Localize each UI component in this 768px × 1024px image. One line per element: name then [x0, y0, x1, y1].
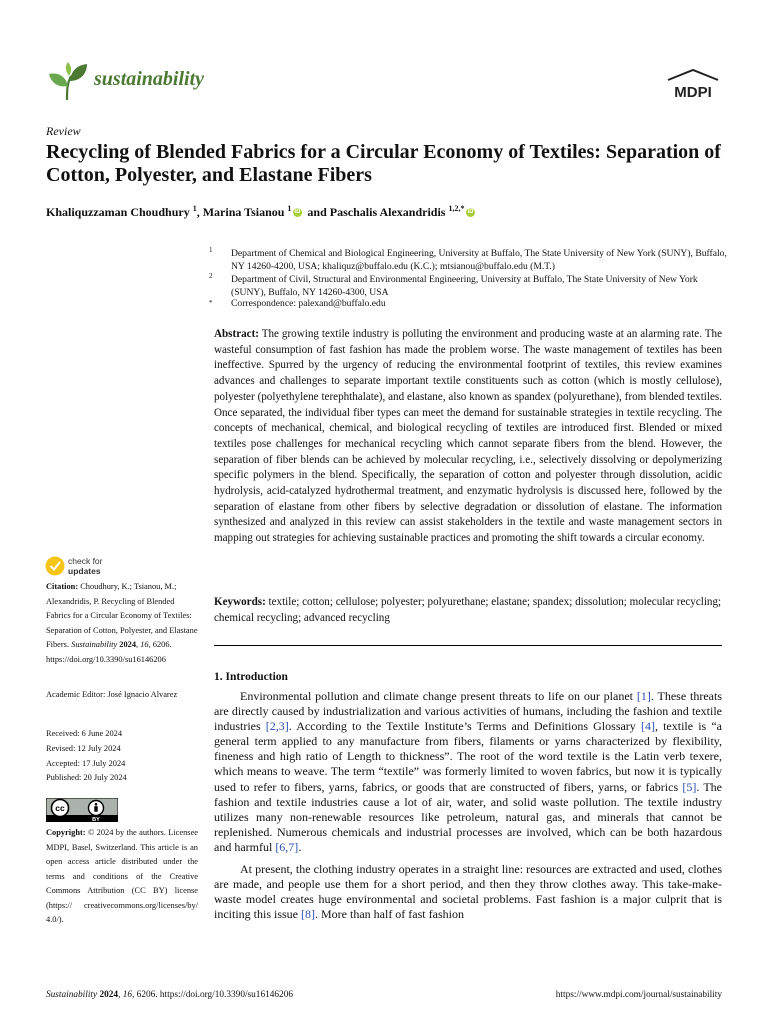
keywords: [214, 595, 722, 626]
author-affiliation-mark: 1,2,*: [448, 204, 465, 213]
footer-journal-url[interactable]: https://www.mdpi.com/journal/sustainability: [555, 990, 722, 1000]
check-updates-line2: updates: [68, 566, 101, 576]
author-affiliation-mark: 1: [192, 204, 197, 213]
citation-link[interactable]: [4]: [640, 719, 655, 734]
article-title: Recycling of Blended Fabrics for a Circular Economy of Textiles: Separation of Cotton, Polyester, and Elastane Fibers: [46, 141, 721, 186]
author-name: Khaliquzzaman Choudhury: [46, 205, 190, 219]
citation-link[interactable]: [8]: [301, 907, 315, 922]
citation-link[interactable]: [6,7]: [275, 839, 299, 854]
paragraph-text: . These threats are directly caused by industrialization and various activities of humans, including the fashion and textile industries: [214, 689, 722, 734]
correspondence-text: Correspondence: palexand@buffalo.edu: [231, 298, 386, 309]
author-list: Khaliquzzaman Choudhury $^1$, Marina Tsianou $^1$iD and Paschalis Alexandridis $^{1,2,*}$iD: [46, 204, 477, 220]
cc-by-label: BY: [92, 817, 100, 822]
affiliation-number: *: [209, 299, 213, 307]
check-icon: [46, 557, 65, 576]
paragraph: [214, 862, 722, 922]
affiliation-1: [211, 247, 731, 273]
svg-text:cc: cc: [55, 803, 65, 814]
footer-journal: Sustainability: [46, 990, 98, 1000]
accepted-date: Accepted: 17 July 2024: [46, 759, 126, 768]
orcid-icon[interactable]: [466, 208, 475, 217]
abstract-text: The growing textile industry is polluting the environment and producing waste at an alarming rate. The wasteful consumption of fast fashion has made the problem worse. The waste management of textiles has been ineffective. Spurred by the urgency of reducing the environmental footprint of textiles, this review examines advances and challenges to separate important textile constituents such as cotton (which is mostly cellulose), polyester (polyethylene terephthalate), and elastane, also known as spandex (polyurethane), from blended textiles. Once separated, the individual fiber types can meet the demand for sustainable strategies in textile recycling. The concepts of mechanical, chemical, and biological recycling of textiles are introduced first. Blended or mixed textiles pose challenges for mechanical recycling which cannot separate fibers from the blend. However, the separation of fiber blends can be achieved by molecular recycling, i.e., selectively dissolving or depolymerizing specific polymers in the blend. Specifically, the separation of cotton and polyester through dissolution, acidic hydrolysis, acid-catalyzed hydrothermal treatment, and enzymatic hydrolysis is discussed here, followed by the separation of elastane from other fibers by selective degradation or dissolution of elastane. The information synthesized and analyzed in this review can assist stakeholders in the textile and waste management sectors in mapping out strategies for achieving sustainable practices and promoting the shift towards a circular economy.: [214, 328, 722, 545]
paragraph-text: , textile is “a general term applied to any manufacture from fibers, filaments or yarns characterized by flexibility, fineness and high ratio of Length to thickness”. The root of the word textile is the Latin verb texere, which means to weave. The term “textile” was formerly limited to woven fabrics, but now it is typically used to refer to fibers, yarns, fabrics, or goods that are constructed of fibers, yarns, or fabrics: [214, 719, 722, 794]
affiliation-number: 1: [209, 246, 213, 254]
copyright-text: © 2024 by the authors. Licensee MDPI, Basel, Switzerland. This article is an open access article distributed under the terms and conditions of the Creative Commons Attribution (CC BY) license (https:// creativecommons.org/licenses/by/ 4.0/).: [46, 828, 198, 924]
paragraph-text: Environmental pollution and climate change present threats to life on our planet: [240, 689, 637, 703]
orcid-icon[interactable]: [293, 208, 302, 217]
received-date: Received: 6 June 2024: [46, 729, 123, 738]
cc-by-license-badge[interactable]: [46, 798, 118, 822]
check-for-updates-badge[interactable]: [45, 555, 117, 577]
paragraph-text: . The fashion and textile industries cause a lot of air, water, and solid waste pollution. The textile industry utilizes many non-renewable resources like petroleum, natural gas, and minerals that cannot be replenished. Numerous chemicals and industrial processes are involved, which can be both hazardous and harmful: [214, 779, 722, 854]
revised-date: Revised: 12 July 2024: [46, 744, 121, 753]
citation-volume: 16: [140, 640, 149, 649]
citation-block: Citation: Choudhury, K.; Tsianou, M.; Alexandridis, P. Recycling of Blended Fabrics for a Circular Economy of Textiles: Separation of Cotton, Polyester, and Elastane Fibers. Sustainability 2024, 16, 6206. https://doi.org/10.3390/su16146206: [46, 582, 198, 664]
mdpi-logo-icon: [664, 68, 722, 102]
citation-year: 2024: [119, 640, 137, 649]
paragraph-text: . According to the Textile Institute’s Terms and Definitions Glossary: [288, 719, 641, 734]
citation-text: Choudhury, K.; Tsianou, M.; Alexandridis, P. Recycling of Blended Fabrics for a Circular Economy of Textiles: Separation of Cotton, Polyester, and Elastane Fibers.: [46, 582, 198, 649]
author-name: Paschalis Alexandridis: [329, 205, 446, 219]
footer-year: 2024: [99, 990, 119, 1000]
published-date: Published: 20 July 2024: [46, 773, 127, 782]
abstract-label: Abstract:: [214, 328, 259, 340]
citation-link[interactable]: [1]: [636, 689, 651, 703]
citation-link[interactable]: [5]: [682, 779, 697, 794]
footer-citation: Sustainability 2024, 16, 6206. https://doi.org/10.3390/su16146206: [46, 990, 293, 1000]
citation-pages: , 6206.: [148, 640, 172, 649]
paragraph-text: . More than half of fast fashion: [315, 907, 464, 922]
copyright-block: [46, 826, 198, 928]
section-divider: [214, 645, 722, 646]
paragraph: [214, 689, 722, 855]
section-title: 1. Introduction: [214, 671, 288, 683]
footer-volume: 16: [122, 990, 133, 1000]
copyright-label: Copyright:: [46, 828, 86, 837]
author-conjunction: and: [307, 205, 327, 219]
footer-doi[interactable]: , 6206. https://doi.org/10.3390/su16146206: [132, 990, 293, 1000]
keywords-text: textile; cotton; cellulose; polyester; polyurethane; elastane; spandex; dissolution; molecular recycling; chemical recycling; advanced recycling: [214, 596, 722, 624]
affiliation-number: 2: [209, 272, 213, 280]
paragraph-text: .: [298, 839, 302, 854]
article-type: Review: [46, 124, 81, 138]
author-name: Marina Tsianou: [202, 205, 285, 219]
keywords-label: Keywords:: [214, 596, 266, 608]
affiliation-2: [211, 273, 731, 299]
citation-link[interactable]: [2,3]: [265, 719, 289, 734]
leaf-logo-icon: [47, 62, 89, 102]
citation-journal: Sustainability: [71, 640, 118, 649]
affiliation-text: Department of Civil, Structural and Environmental Engineering, University at Buffalo, The State University of New York (SUNY), Buffalo, NY 14260-4300, USA: [231, 274, 698, 298]
abstract: [214, 327, 722, 547]
citation-doi-link[interactable]: https://doi.org/10.3390/su16146206: [46, 654, 166, 664]
check-updates-line1: check for: [68, 556, 103, 566]
citation-label: Citation:: [46, 582, 79, 591]
author-affiliation-mark: 1: [287, 204, 292, 213]
academic-editor: Academic Editor: José Ignacio Alvarez: [46, 690, 178, 699]
publisher-name: MDPI: [674, 84, 712, 101]
affiliation-text: Department of Chemical and Biological Engineering, University at Buffalo, The State University of New York (SUNY), Buffalo, NY 14260-4200, USA; khaliquz@buffalo.edu (K.C.); mtsianou@buffalo.edu (M.T.): [231, 248, 727, 272]
journal-name: sustainability: [94, 68, 205, 90]
paragraph-text: At present, the clothing industry operates in a straight line: resources are extracted and used, clothes are made, and people use them for a short period, and then they throw clothes away. This take-make-waste model creates huge environmental and societal problems. Fast fashion is a major culprit that is inciting this issue: [214, 862, 722, 922]
correspondence: [211, 297, 731, 310]
